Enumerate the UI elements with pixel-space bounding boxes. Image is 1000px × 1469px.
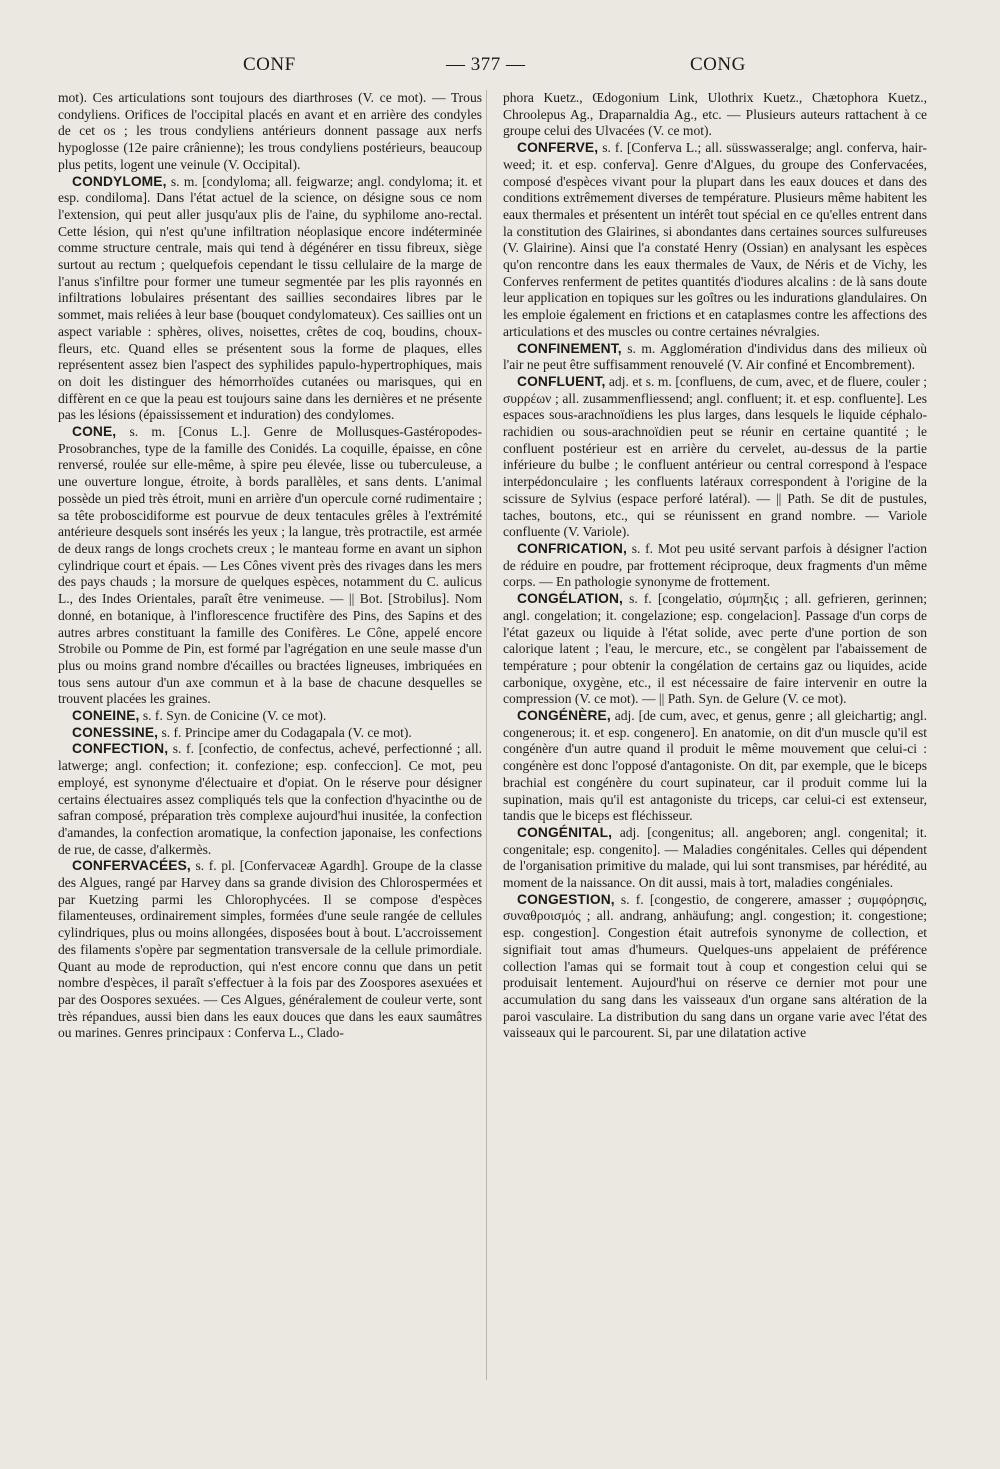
entry-confervacees [58,858,482,1042]
entry-condylome [58,174,482,425]
entry-conferve [503,140,927,340]
entry-text: s. f. [confectio, de confectus, achevé, perfectionné ; all. latwerge; angl. confection; it. confezione; esp. confeccion]. Ce mot, peu employé, est synonyme d'électuaire et d'opiat. On le réserve pour désigner certains électuaires assez compliqués tels que la confection d'hyacinthe ou de safran composé, préparation très complexe aujourd'hui inusitée, la confection d'amandes, la confection aromatique, la confection japonaise, les confections de rue, de casse, d'alkermès. [58,741,482,857]
entry-cone [58,424,482,708]
headword: CONFECTION, [72,741,169,757]
entry-continuation [503,90,927,140]
entry-text: adj. [de cum, avec, et genus, genre ; all gleichartig; angl. congenerous; it. et esp. congenero]. En anatomie, on dit d'un muscle qu'il est congénère d'un autre quand il produit le même mouvement que celui-ci : congénère est donc l'opposé d'antagoniste. On dit, par exemple, que le biceps brachial est congénère du court supinateur, car il produit comme lui la supination, mais qu'il est antagoniste du triceps, car celui-ci est extenseur, tandis que le biceps est fléchisseur. [503,708,927,824]
headword: CONE, [72,424,117,440]
headword: CONGÉNITAL, [517,824,613,840]
entry-congenital [503,825,927,892]
entry-congelation [503,591,927,708]
entry-text: s. m. [condyloma; all. feigwarze; angl. condyloma; it. et esp. condiloma]. Dans l'état actuel de la science, on désigne sous ce nom l'extension, qui peut aller jusqu'aux plis de l'aine, du syphilome ano-rectal. Cette lésion, qui n'est qu'une infiltration néoplasique encore indéterminée comme structure centrale, mais qui tend à dégénérer en tissu fibreux, siège surtout au rectum ; quelquefois cependant le tissu cellulaire de la marge de l'anus s'infiltre pour former une tumeur segmentée par les plis rayonnés en infiltrations lobulaires présentant des saillies secondaires libres par le sommet, mais reliées à leur base (bouquet condylomateux). Ces saillies ont un aspect variable : sphères, olives, noisettes, crêtes de coq, boudins, choux-fleurs, etc. Quand elles se présentent sous la forme de plaques, elles représentent assez bien l'aspect des syphilides papulo-hypertrophiques, mais on doit les distinguer des hémorrhoïdes cutanées ou marisques, qui en diffèrent en ce que la peau est toujours saine dans les dernières et ne présente pas les lésions (épaississement et induration) des condylomes. [58,173,483,423]
header-right-guide-word: CONG [690,54,746,75]
entry-text: mot). Ces articulations sont toujours des diarthroses (V. ce mot). — Trous condyliens. Orifices de l'occipital placés en avant et en arrière des condyles de cet os ; les trous condyliens antérieurs donnent passage aux nerfs hypoglosse (12e paire crânienne); les trous condyliens postérieurs, beaucoup plus petits, logent une veinule (V. Occipital). [58,90,482,172]
headword: CONFERVE, [517,140,599,156]
headword: CONEINE, [72,708,140,724]
headword: CONGÉNÈRE, [517,708,611,724]
entry-text: phora Kuetz., Œdogonium Link, Ulothrix Kuetz., Chætophora Kuetz., Chroolepus Ag., Draparnaldia Ag., etc. — Plusieurs auteurs rattachent à ce groupe celui des Ulvacées (V. ce mot). [503,90,927,139]
entry-text: s. f. [congelatio, σύμπηξις ; all. gefrieren, gerinnen; angl. congelation; it. congelazione; esp. congelacion]. Passage d'un corps de l'état gazeux ou liquide à l'état solide, avec perte d'une portion de son calorique latent ; l'eau, le mercure, etc., se congèlent par l'abaissement de température ; pour obtenir la congélation de certains gaz ou liquides, acide carbonique, oxygène, etc., il est nécessaire de faire intervenir en outre la compression (V. ce mot). — || Path. Syn. de Gelure (V. ce mot). [503,591,928,707]
headword: CONDYLOME, [72,173,167,189]
column-divider [486,90,487,1380]
headword: CONFRICATION, [517,540,627,556]
entry-text: adj. [congenitus; all. angeboren; angl. congenital; it. congenitale; esp. congenito]. — Maladies congénitales. Celles qui dépendent de l'organisation primitive du malade, qui lui sont transmises, par hérédité, au moment de la naissance. On dit aussi, mais à tort, maladies congéniales. [503,824,927,891]
page-number: — 377 — [446,54,526,75]
entry-confluent [503,374,927,541]
running-head [0,54,1000,84]
entry-text: s. f. [congestio, de congerere, amasser ; συμφόρησις, συναθροισμός ; all. andrang, anhäufung; angl. congestion; it. congestione; esp. congestion]. Congestion était autrefois synonyme de collection, et signifiait tout amas d'humeurs. Quelques-uns appelaient de préférence collection l'amas qui se formait tout à coup et congestion celui qui se produisait lentement. Aujourd'hui on réserve ce dernier mot pour une accumulation du sang dans les vaisseaux d'un organe sans altération de la paroi vasculaire. La distribution du sang dans un organe varie avec l'état des vaisseaux qui le parcourent. Si, par une dilatation active [503,891,927,1041]
entry-congestion [503,892,927,1042]
entry-text: s. f. Syn. de Conicine (V. ce mot). [142,708,327,724]
entry-text: adj. et s. m. [confluens, de cum, avec, et de fluere, couler ; συρρέων ; all. zusammenfliessend; angl. confluent; it. et esp. confluente]. Les espaces sous-arachnoïdiens les plus larges, dans lesquels le liquide céphalo-rachidien ou sous-arachnoïdien peut se réunir en certaine quantité ; le confluent postérieur est en arrière du cervelet, au-dessus de la partie inférieure du bulbe ; le confluent antérieur ou central correspond à l'espace interpédonculaire ; les confluents latéraux correspondent à l'origine de la scissure de Sylvius (espace perforé latéral). — || Path. Se dit de pustules, taches, boutons, etc., qui se réunissent en grand nombre. — Variole confluente (V. Variole). [503,373,927,540]
header-left-guide-word: CONF [243,54,296,75]
entry-confection [58,741,482,858]
entry-congenere [503,708,927,825]
entry-continuation [58,90,482,174]
entry-text: s. m. Agglomération d'individus dans des milieux où l'air ne peut être suffisamment renouvelé (V. Air confiné et Encombrement). [503,340,927,373]
headword: CONFINEMENT, [517,340,622,356]
entry-text: s. f. Mot peu usité servant parfois à désigner l'action de réduire en poudre, par frottement réciproque, deux fragments d'un même corps. — En pathologie synonyme de frottement. [503,540,927,590]
entry-text: s. f. Principe amer du Codagapala (V. ce mot). [161,724,412,740]
entry-coneine [58,708,482,725]
entry-text: s. m. [Conus L.]. Genre de Mollusques-Gastéropodes-Prosobranches, type de la famille des Conidés. La coquille, épaisse, en cône renversé, roulée sur elle-même, à spire peu élevée, lisse ou tuberculeuse, a une ouverture longue, étroite, à bords parallèles, et sans dents. L'animal possède un pied très étroit, muni en arrière d'un opercule corné rudimentaire ; sa tête proboscidiforme est pourvue de deux tentacules grêles à l'extrémité antérieure desquels sont insérés les yeux ; la langue, très protractile, est armée de deux rangs de longs crochets creux ; le manteau forme en avant un siphon cylindrique court et épais. — Les Cônes vivent près des rivages dans les mers des pays chauds ; la morsure de quelques espèces, notamment du C. aulicus L., des Indes Orientales, paraît être venimeuse. — || Bot. [Strobilus]. Nom donné, en botanique, à l'inflorescence fructifère des Pins, des Sapins et des autres arbres constituant la famille des Conifères. Le Cône, appelé encore Strobile ou Pomme de Pin, est formé par l'agrégation en une seule masse d'un plus ou moins grand nombre d'écailles ou bractées ligneuses, imbriquées en tous sens autour d'un axe commun et à la base de chacune desquelles se trouvent placées les graines. [58,424,483,707]
headword: CONESSINE, [72,724,159,740]
entry-confinement [503,341,927,374]
entry-text: s. f. [Conferva L.; all. süsswasseralge; angl. conferva, hair-weed; it. et esp. conferva]. Genre d'Algues, du groupe des Confervacées, composé d'espèces vivant pour la plupart dans les eaux douces et dans des conditions extrêmement diverses de température. Plusieurs même habitent les eaux thermales et présentent un intérêt tout spécial en ce qu'elles entrent dans la constitution des Glairines, si abondantes dans certaines sources sulfureuses (V. Glairine). Ainsi que l'a constaté Henry (Ossian) en analysant les espèces qu'on rencontre dans les eaux thermales de Vaux, de Néris et de Vichy, les Conferves renferment de petites quantités d'iodures alcalins : de là sans doute leur application en topiques sur les goîtres ou les indurations glandulaires. On les emploie également en frictions et en cataplasmes contre les affections des articulations et des muscles ou contre certaines névralgies. [503,140,928,339]
headword: CONGÉLATION, [517,591,623,607]
entry-text: s. f. pl. [Confervaceæ Agardh]. Groupe de la classe des Algues, rangé par Harvey dans sa grande division des Chlorospermées et par Kuetzing parmi les Chlorophycées. Il se compose d'espèces filamenteuses, ordinairement simples, formées d'une seule rangée de cellules cylindriques, plus ou moins allongées, disposées bout à bout. L'accroissement des filaments s'opère par segmentation transversale de la cellule primordiale. Quant au mode de reproduction, qui n'est encore connu que dans un petit nombre d'espèces, il paraît s'effectuer à la fois par des Zoospores asexuées et par des Oospores sexuées. — Ces Algues, généralement de couleur verte, sont très répandues, aussi bien dans les eaux douces que dans les eaux saumâtres ou marines. Genres principaux : Conferva L., Clado- [58,858,482,1041]
headword: CONGESTION, [517,891,615,907]
headword: CONFLUENT, [517,373,606,389]
entry-confrication [503,541,927,591]
headword: CONFERVACÉES, [72,858,191,874]
right-column [503,90,927,1042]
entry-conessine [58,725,482,742]
left-column [58,90,482,1042]
